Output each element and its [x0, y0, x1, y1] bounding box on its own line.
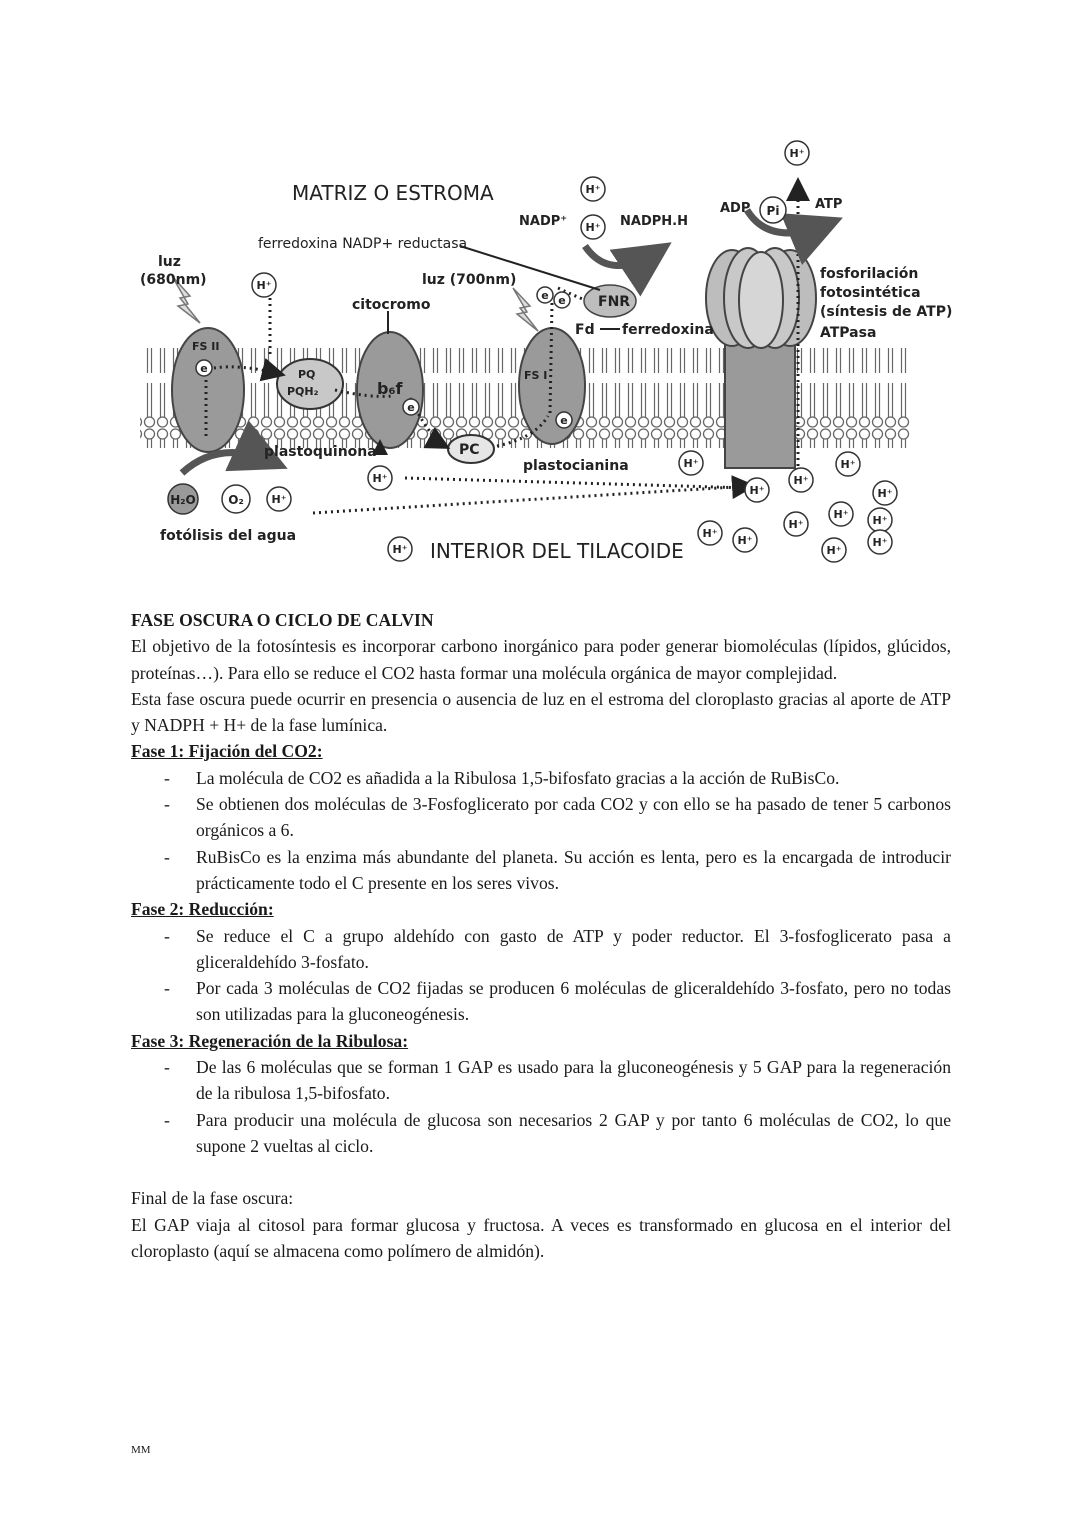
- list-item: - Se reduce el C a grupo aldehído con gasto de ATP y poder reductor. El 3-fosfoglicerato pasa a gliceraldehído 3-fosfato.: [131, 923, 951, 976]
- atpasa-label: ATPasa: [820, 325, 877, 341]
- hydrogen-ion-icon: [267, 487, 291, 511]
- light-680-nm: (680nm): [140, 272, 207, 288]
- hydrogen-ion-icon: [733, 528, 757, 552]
- svg-text:H⁺: H⁺: [872, 514, 888, 528]
- phase-3-list: [131, 1054, 951, 1159]
- svg-text:e: e: [541, 289, 549, 303]
- nadph-label: NADPH.H: [620, 214, 688, 229]
- plastocianina-label: plastocianina: [523, 458, 629, 474]
- phase-1-title: Fase 1: Fijación del CO2:: [131, 741, 323, 762]
- svg-text:H⁺: H⁺: [793, 474, 809, 488]
- electron-icon: [556, 412, 572, 428]
- hydrogen-ion-icon: [868, 508, 892, 532]
- intro-paragraph-1: El objetivo de la fotosíntesis es incorporar carbono inorgánico para poder generar biomoléculas (lípidos, glúcidos, proteínas…). Para ello se reduce el CO2 hasta formar una molécula orgánica de mayor complejidad.: [131, 636, 951, 683]
- hydrogen-ion-icon: [368, 466, 392, 490]
- fnr-label: FNR: [598, 294, 631, 310]
- svg-text:H⁺: H⁺: [585, 183, 601, 197]
- svg-text:H₂O: H₂O: [170, 493, 196, 507]
- b6f-label: b₆f: [377, 379, 403, 398]
- hydrogen-ion-icon: [785, 141, 809, 165]
- h2o-molecule: [168, 484, 198, 514]
- svg-text:e: e: [560, 414, 568, 428]
- hydrogen-ion-icon: [581, 177, 605, 201]
- fotolisis-label: fotólisis del agua: [160, 528, 297, 544]
- water-arrow: [182, 453, 275, 473]
- hydrogen-ion-icon: [829, 502, 853, 526]
- electron-icon: [196, 360, 212, 376]
- fs1-label: FS I: [524, 369, 548, 382]
- svg-text:H⁺: H⁺: [749, 484, 765, 498]
- hydrogen-ion-icon: [698, 521, 722, 545]
- thylakoid-membrane-diagram: [130, 128, 960, 578]
- electron-icon: [554, 292, 570, 308]
- stroma-title: MATRIZ O ESTROMA: [292, 181, 494, 205]
- svg-text:H⁺: H⁺: [702, 527, 718, 541]
- list-item: - RuBisCo es la enzima más abundante del planeta. Su acción es lenta, pero es la encargada de introducir prácticamente todo el C presente en los seres vivos.: [131, 844, 951, 897]
- list-item: - Para producir una molécula de glucosa son necesarios 2 GAP y por tanto 6 moléculas de CO2, lo que supone 2 vueltas al ciclo.: [131, 1107, 951, 1160]
- pc-label: PC: [459, 442, 480, 458]
- atp-label: ATP: [815, 197, 843, 212]
- footer-initials: MM: [131, 1444, 151, 1456]
- light-680-label: luz: [158, 254, 181, 270]
- nadph-arrow: [585, 246, 660, 266]
- fosforilacion-1: fosforilación: [820, 266, 919, 282]
- svg-text:H⁺: H⁺: [872, 536, 888, 550]
- list-item: - De las 6 moléculas que se forman 1 GAP es usado para la gluconeogénesis y 5 GAP para la regeneración de la ribulosa 1,5-bifosfato.: [131, 1054, 951, 1107]
- svg-text:Pi: Pi: [766, 204, 780, 218]
- svg-text:H⁺: H⁺: [826, 544, 842, 558]
- hydrogen-ion-icon: [873, 481, 897, 505]
- svg-text:e: e: [407, 401, 415, 415]
- final-title: Final de la fase oscura:: [131, 1188, 294, 1209]
- list-item: - Se obtienen dos moléculas de 3-Fosfoglicerato por cada CO2 y con ello se ha pasado de tener 5 carbonos orgánicos a 6.: [131, 791, 951, 844]
- phase-2-list: [131, 923, 951, 1028]
- fosforilacion-2: fotosintética: [820, 285, 921, 301]
- svg-text:H⁺: H⁺: [789, 147, 805, 161]
- fosforilacion-3: (síntesis de ATP): [820, 304, 953, 320]
- document-body: [131, 607, 951, 1264]
- final-paragraph: El GAP viaja al citosol para formar glucosa y fructosa. A veces es transformado en glucosa en el interior del cloroplasto (aquí se almacena como polímero de almidón).: [131, 1214, 951, 1261]
- hydrogen-ion-icon: [252, 273, 276, 297]
- svg-text:O₂: O₂: [228, 493, 244, 507]
- hydrogen-ion-icon: [789, 468, 813, 492]
- adp-label: ADP: [720, 201, 751, 216]
- pq-label: PQ: [298, 368, 316, 381]
- svg-text:H⁺: H⁺: [683, 457, 699, 471]
- hydrogen-ion-icon: [581, 215, 605, 239]
- svg-text:e: e: [558, 294, 566, 308]
- fs2-label: FS II: [192, 340, 220, 353]
- hydrogen-ion-icon: [822, 538, 846, 562]
- hydrogen-ion-icon: [388, 537, 412, 561]
- list-item: - Por cada 3 moléculas de CO2 fijadas se producen 6 moléculas de gliceraldehído 3-fosfato, pero no todas son utilizadas para la gluconeogénesis.: [131, 975, 951, 1028]
- nadp-label: NADP⁺: [519, 214, 568, 229]
- svg-text:H⁺: H⁺: [372, 472, 388, 486]
- pqh2-label: PQH₂: [287, 385, 319, 398]
- hydrogen-ion-icon: [745, 478, 769, 502]
- atp-arrow: [747, 210, 830, 233]
- svg-text:H⁺: H⁺: [392, 543, 408, 557]
- phase-2-title: Fase 2: Reducción:: [131, 899, 274, 920]
- svg-text:H⁺: H⁺: [256, 279, 272, 293]
- svg-text:H⁺: H⁺: [877, 487, 893, 501]
- light-700-label: luz (700nm): [422, 272, 517, 288]
- svg-text:H⁺: H⁺: [737, 534, 753, 548]
- ferredoxina-label: ferredoxina: [622, 322, 714, 338]
- interior-title: INTERIOR DEL TILACOIDE: [430, 539, 684, 563]
- fd-label: Fd: [575, 322, 595, 338]
- hydrogen-ion-icon: [868, 530, 892, 554]
- svg-text:H⁺: H⁺: [271, 493, 287, 507]
- hydrogen-ion-icon: [836, 452, 860, 476]
- svg-text:H⁺: H⁺: [840, 458, 856, 472]
- fnr-enzyme-label: ferredoxina NADP+ reductasa: [258, 236, 468, 252]
- intro-paragraph-2: Esta fase oscura puede ocurrir en presencia o ausencia de luz en el estroma del cloroplasto gracias al aporte de ATP y NADPH + H+ de la fase lumínica.: [131, 688, 951, 736]
- svg-text:e: e: [200, 362, 208, 376]
- pi-molecule: [760, 197, 786, 223]
- plastoquinona-label: plastoquinona: [264, 444, 377, 460]
- hydrogen-ion-icon: [679, 451, 703, 475]
- o2-molecule: [222, 485, 250, 513]
- svg-text:H⁺: H⁺: [833, 508, 849, 522]
- electron-icon: [537, 287, 553, 303]
- list-item: - La molécula de CO2 es añadida a la Ribulosa 1,5-bifosfato gracias a la acción de RuBisCo.: [131, 765, 951, 791]
- phase-1-list: [131, 765, 951, 896]
- plastoquinone-shape: [277, 359, 343, 409]
- electron-icon: [403, 399, 419, 415]
- cytochrome-label: citocromo: [352, 297, 431, 313]
- svg-text:H⁺: H⁺: [585, 221, 601, 235]
- section-heading: FASE OSCURA O CICLO DE CALVIN: [131, 610, 434, 630]
- hydrogen-ion-icon: [784, 512, 808, 536]
- phase-3-title: Fase 3: Regeneración de la Ribulosa:: [131, 1030, 409, 1051]
- light-bolt-700-icon: [513, 288, 538, 331]
- svg-text:H⁺: H⁺: [788, 518, 804, 532]
